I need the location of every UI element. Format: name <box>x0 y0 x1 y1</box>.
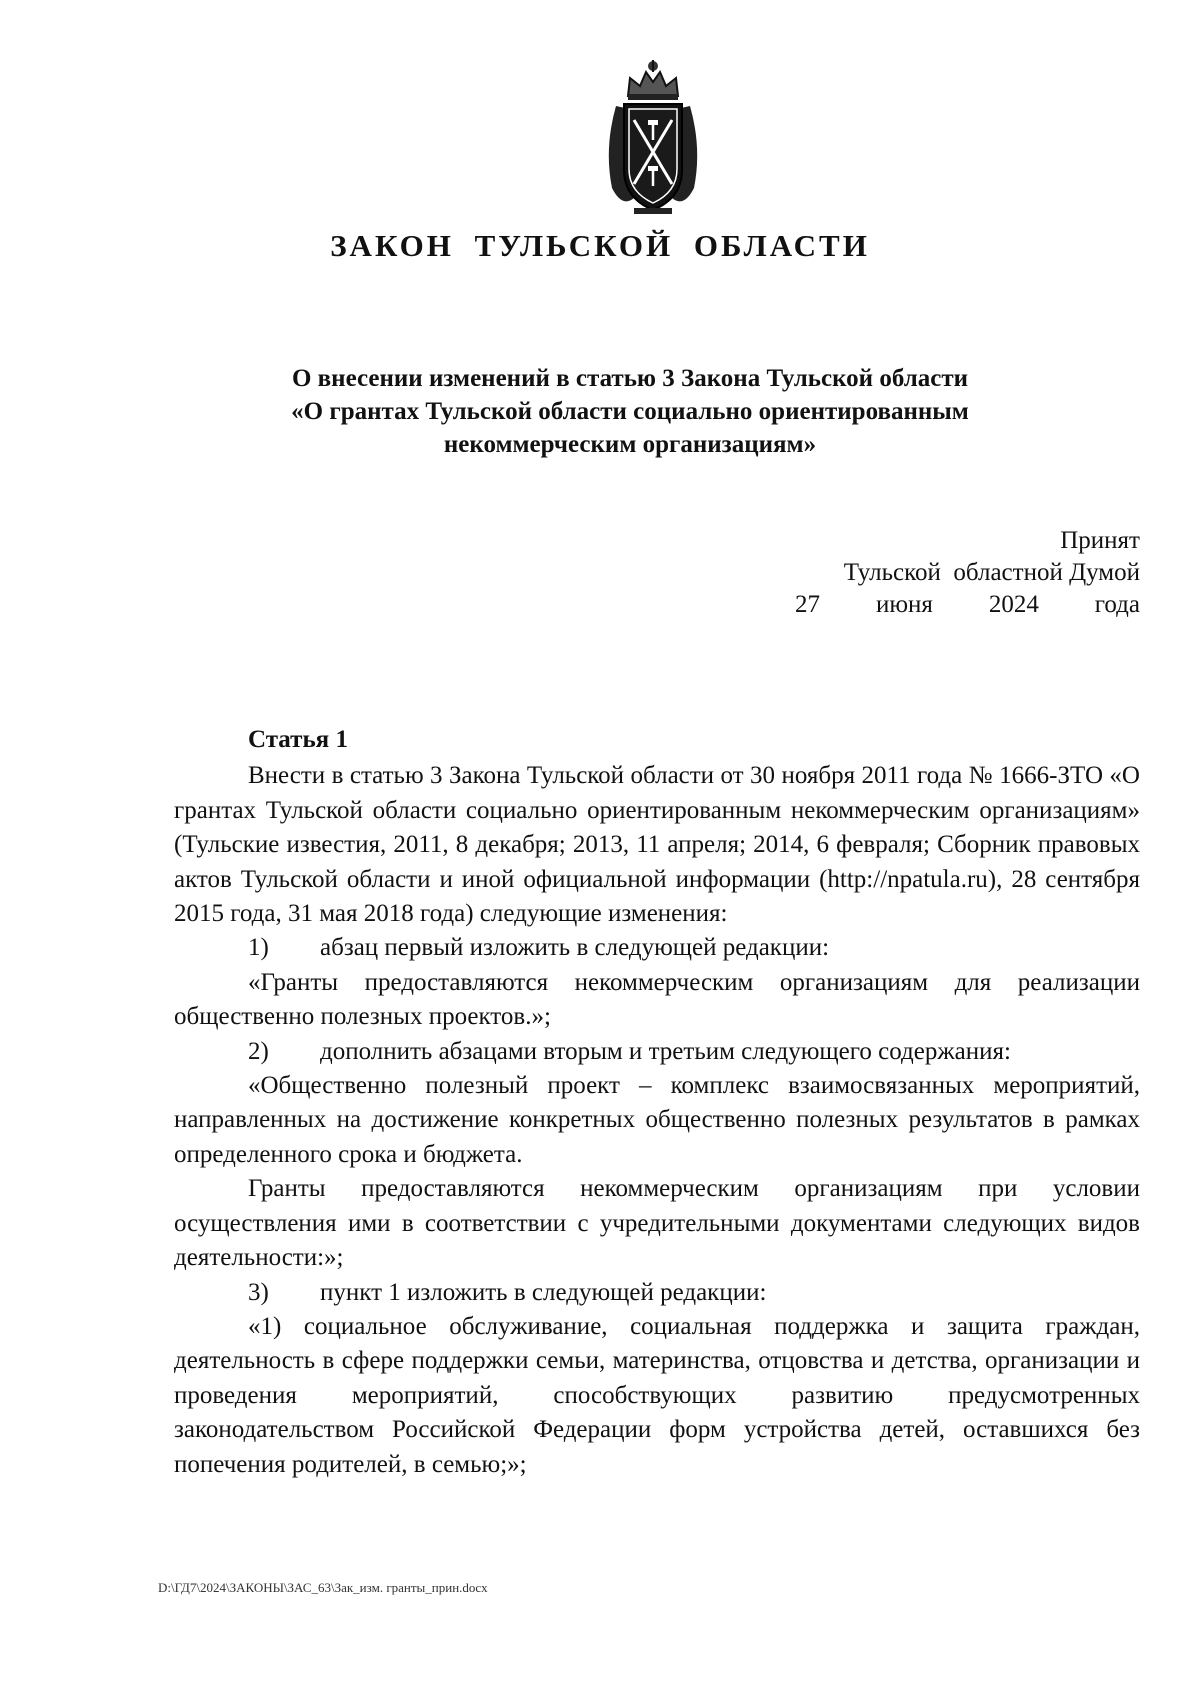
adopted-day: 27 <box>795 591 820 618</box>
item-quote: «Общественно полезный проект – комплекс взаимосвязанных мероприятий, направленных на достижение конкретных общественно полезных результатов в рамках определенного срока и бюджета. <box>174 1072 1140 1168</box>
subject-line: некоммерческим организациям» <box>443 431 817 458</box>
item-quote: «1) социальное обслуживание, социальная поддержка и защита граждан, деятельность в сфере поддержки семьи, материнства, отцовства и детства, организации и проведения мероприятий, способствующих развитию предусмотренных законодательством Российской Федерации форм устройства детей, оставшихся без попечения родителей, в семью;»; <box>174 1312 1140 1478</box>
item-text: дополнить абзацами вторым и третьим следующего содержания: <box>320 1037 1011 1065</box>
list-item <box>174 931 1140 965</box>
item-text: абзац первый изложить в следующей редакции: <box>320 934 830 962</box>
tula-coat-of-arms-icon <box>598 58 708 218</box>
article-body <box>174 723 1140 1482</box>
adopted-date <box>795 589 1140 621</box>
item-number: 2) <box>248 1037 269 1065</box>
item-quote: «Гранты предоставляются некоммерческим организациям для реализации общественно полезных проектов.»; <box>174 968 1140 1031</box>
item-quote: Гранты предоставляются некоммерческим организациям при условии осуществления ими в соответствии с учредительными документами следующих видов деятельности:»; <box>174 1175 1140 1272</box>
adopted-year-word: года <box>1094 591 1140 618</box>
item-text: пункт 1 изложить в следующей редакции: <box>320 1278 767 1306</box>
adopted-label: Принят <box>1060 527 1140 554</box>
law-subject <box>200 362 1060 461</box>
article-heading: Статья 1 <box>248 726 348 753</box>
law-title: ЗАКОН ТУЛЬСКОЙ ОБЛАСТИ <box>330 228 870 263</box>
list-item <box>174 1276 1140 1310</box>
file-path-footer: D:\ГД7\2024\ЗАКОНЫ\ЗАС_63\Зак_изм. гранты_прин.docx <box>158 1580 488 1595</box>
subject-line: «О грантах Тульской области социально ориентированным <box>291 398 969 425</box>
adopted-by: Тульской областной Думой <box>843 559 1140 586</box>
item-number: 3) <box>248 1278 269 1306</box>
list-item <box>174 1035 1140 1069</box>
adopted-year: 2024 <box>988 591 1039 618</box>
article-intro: Внести в статью 3 Закона Тульской области от 30 ноября 2011 года № 1666-ЗТО «О грантах Тульской области социально ориентированным некоммерческим организациям» (Тульские известия, 2011, 8 декабря; 2013, 11 апреля; 2014, 6 февраля; Сборник правовых актов Тульской области и иной официальной информации (http://npatula.ru), 28 сентября 2015 года, 31 мая 2018 года) следующие изменения: <box>174 762 1140 928</box>
adopted-month: июня <box>875 591 933 618</box>
subject-line: О внесении изменений в статью 3 Закона Тульской области <box>291 365 969 392</box>
item-number: 1) <box>248 934 269 962</box>
adoption-block <box>795 525 1140 621</box>
